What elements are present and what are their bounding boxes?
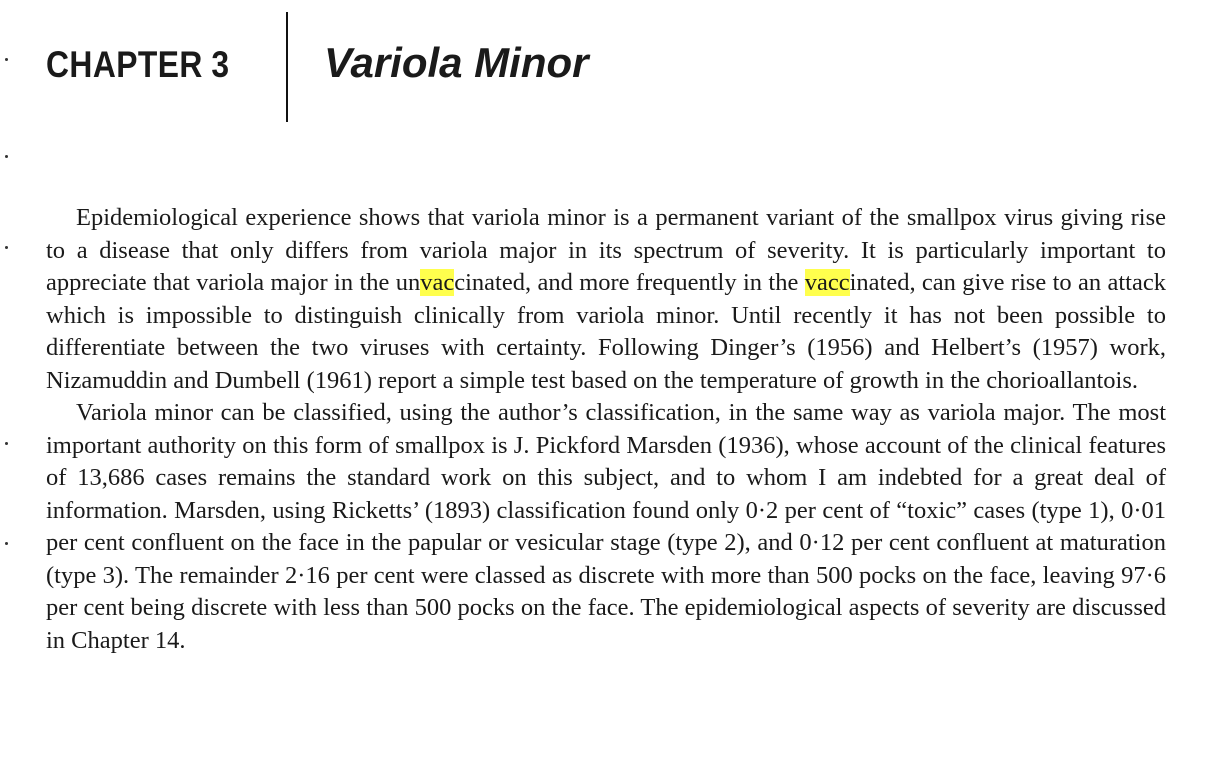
chapter-label — [46, 46, 230, 83]
margin-mark — [5, 58, 8, 61]
margin-mark — [5, 155, 8, 158]
chapter-word: CHAPTER — [46, 44, 203, 85]
paragraph-1-text-c: inated, can give rise to an attack which is impossible to distinguish clinically from variola minor. Until recently it has not been possible to differentiate between the two viruses with certainty. Following Dinger’s (1956) and Helbert’s (1957) work, Nizamuddin and Dumbell (1961) report a simple test based on the temperature of growth in the chorioallantois. — [46, 269, 1166, 394]
margin-mark — [5, 442, 8, 445]
paragraph-1-text-a: Epidemiological experience shows that variola minor is a permanent variant of the smallpox virus giving rise to a disease that only differs from variola major in its spectrum of severity. It is particularly important to appreciate that variola major in the un — [46, 204, 1166, 296]
paragraph-1 — [46, 202, 1166, 397]
highlight-mark: vac — [420, 269, 455, 296]
margin-mark — [5, 246, 8, 249]
paragraph-1-text-b: cinated, and more frequently in the — [454, 269, 805, 296]
paragraph-2: Variola minor can be classified, using the author’s classification, in the same way as variola major. The most important authority on this form of smallpox is J. Pickford Marsden (1936), whose account of the clinical features of 13,686 cases remains the standard work on this subject, and to whom I am indebted for a great deal of information. Marsden, using Ricketts’ (1893) classification found only 0·2 per cent of “toxic” cases (type 1), 0·01 per cent confluent on the face in the papular or vesicular stage (type 2), and 0·12 per cent confluent at maturation (type 3). The remainder 2·16 per cent were classed as discrete with more than 500 pocks on the face, leaving 97·6 per cent being discrete with less than 500 pocks on the face. The epidemiological aspects of severity are discussed in Chapter 14. — [46, 399, 1166, 654]
chapter-number: 3 — [211, 44, 230, 85]
chapter-title: Variola Minor — [324, 39, 589, 86]
chapter-header — [46, 8, 1166, 128]
header-divider — [286, 12, 288, 122]
body-text — [46, 202, 1166, 657]
margin-mark — [5, 542, 8, 545]
highlight-mark: vacc — [804, 269, 850, 296]
